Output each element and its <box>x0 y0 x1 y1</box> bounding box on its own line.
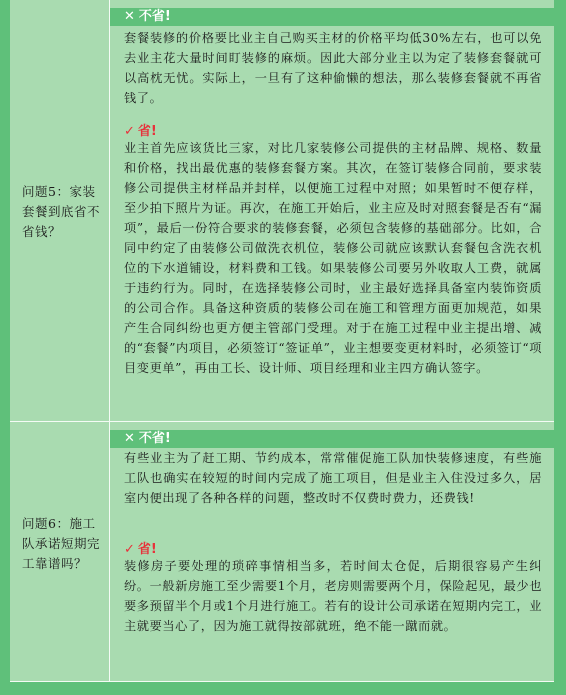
cross-icon: ✕ <box>124 9 135 24</box>
question-cell <box>10 0 110 422</box>
saving-text: 业主首先应该货比三家，对比几家装修公司提供的主材品牌、规格、数量和价格，找出最优惠的装修套餐方案。其次，在签订装修合同前，要求装修公司提供主材样品并封样，以便施工过程中对照；如果暂时不便存样，至少拍下照片为证。再次，在施工开始后，业主应及时对照套餐是否有“漏项”，最后一份符合要求的装修套餐，必须包含装修的基础部分。比如，合同中约定了由装修公司做洗衣机位，装修公司就应该默认套餐包含洗衣机位的下水道铺设，材料费和工钱。如果装修公司要另外收取人工费，就属于违约行为。同时，在选择装修公司时，业主最好选择具备室内装饰资质的公司合作。具备这种资质的装修公司在施工和管理方面更加规范，如果产生合同纠纷也更方便主管部门受理。对于在施工过程中业主提出增、减的“套餐”内项目，必须签订“签证单”，业主想要变更材料时，必须签订“项目变更单”，再由工长、设计师、项目经理和业主四方确认签字。 <box>124 141 542 375</box>
check-icon: ✓ <box>124 542 135 557</box>
answer-cell <box>110 422 554 682</box>
question-text: 问题5：家装套餐到底省不省钱？ <box>22 184 101 239</box>
answer-cell <box>110 0 554 422</box>
qa-row-6 <box>10 422 554 682</box>
question-text: 问题6：施工队承诺短期完工靠谱吗？ <box>22 516 101 571</box>
saving-heading <box>124 538 157 557</box>
question-cell <box>10 422 110 682</box>
qa-row-5 <box>10 0 554 422</box>
not-saving-text: 套餐装修的价格要比业主自己购买主材的价格平均低30%左右，也可以免去业主花大量时间盯装修的麻烦。因此大部分业主以为定了装修套餐就可以高枕无忧。实际上，一旦有了这种偷懒的想法，那么装修套餐就不再省钱了。 <box>124 31 542 105</box>
cross-icon: ✕ <box>124 431 135 446</box>
saving-label: 省! <box>137 542 157 557</box>
saving-heading <box>124 120 157 139</box>
not-saving-label: 不省! <box>138 9 171 24</box>
saving-text: 装修房子要处理的琐碎事情相当多，若时间太仓促，后期很容易产生纠纷。一般新房施工至少需要1个月，老房则需要两个月，保险起见，最少也要多预留半个月或1个月进行施工。若有的设计公司承诺在短期内完工，业主就要当心了，因为施工就得按部就班，绝不能一蹴而就。 <box>124 559 542 633</box>
not-saving-banner <box>110 8 554 26</box>
bottom-margin <box>0 682 566 695</box>
saving-label: 省! <box>137 124 157 139</box>
not-saving-banner <box>110 430 554 448</box>
check-icon: ✓ <box>124 124 135 139</box>
not-saving-label: 不省! <box>138 431 171 446</box>
not-saving-text: 有些业主为了赶工期、节约成本，常常催促施工队加快装修速度，有些施工队也确实在较短的时间内完成了施工项目，但是业主入住没过多久，居室内便出现了各种各样的问题，整改时不仅费时费力，还费钱! <box>124 451 542 505</box>
